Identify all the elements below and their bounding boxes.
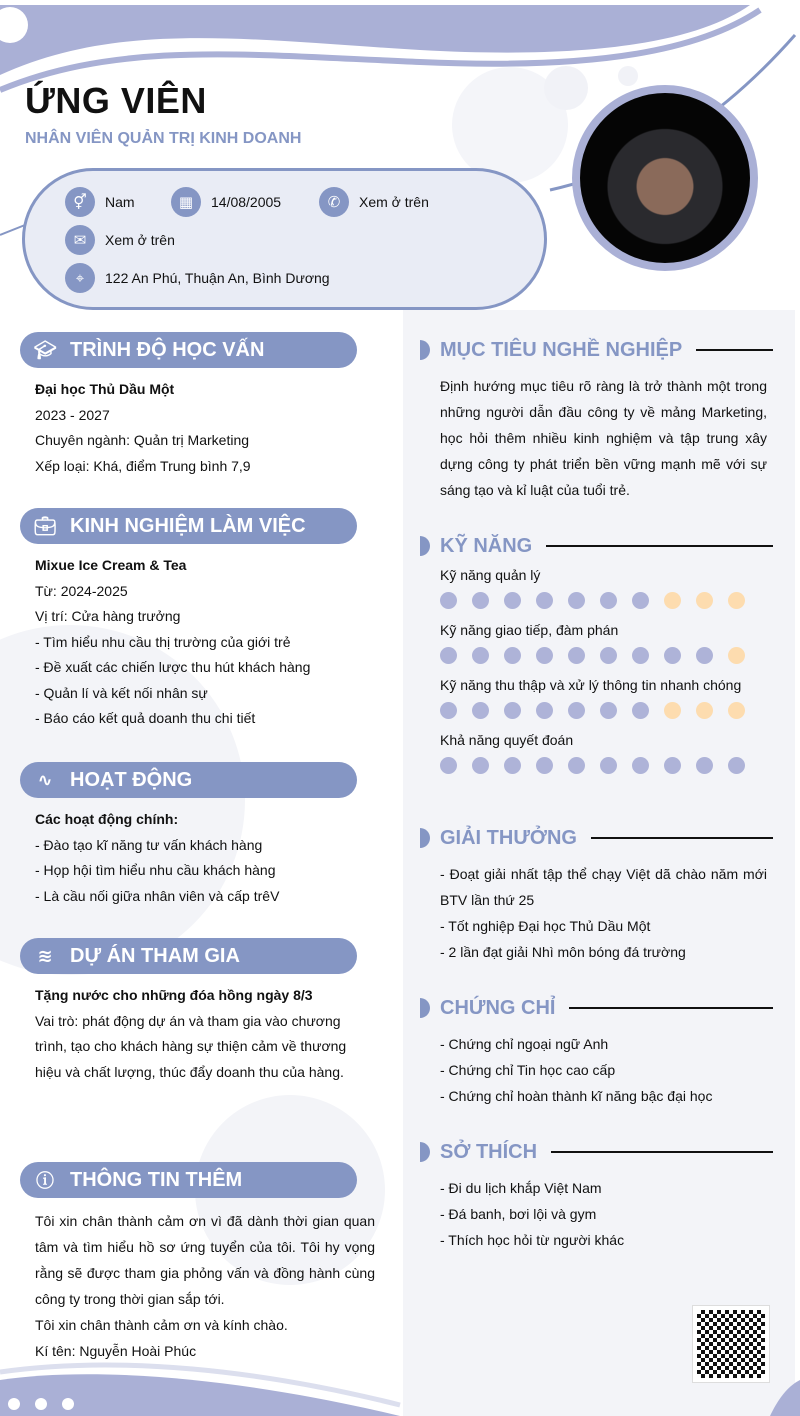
rating-dot-filled [472, 647, 489, 664]
rating-dot-filled [600, 592, 617, 609]
rating-dot-filled [472, 592, 489, 609]
section-header-certificates: CHỨNG CHỈ [420, 993, 773, 1023]
birth-date: 14/08/2005 [211, 194, 282, 210]
company: Mixue Ice Cream & Tea [35, 557, 187, 573]
objective-text: Định hướng mục tiêu rõ ràng là trở thành một trong những người dẫn đầu công ty về mảng Marketing, học hỏi thêm nhiều kinh nghiệm và tập trung xây dựng công ty phát triển bền vững mạnh mẽ với sự sáng tạo và kỉ luật của tuổi trẻ. [440, 378, 767, 498]
rating-dot-filled [568, 647, 585, 664]
info-icon: ⓘ [36, 1171, 54, 1191]
section-header-awards: GIẢI THƯỞNG [420, 823, 773, 853]
section-header-education: 🎓︎ TRÌNH ĐỘ HỌC VẤN [20, 332, 357, 368]
footer-dot [62, 1398, 74, 1410]
address: 122 An Phú, Thuận An, Bình Dương [105, 270, 330, 286]
rating-dot-filled [504, 647, 521, 664]
rating-dot-filled [504, 592, 521, 609]
skills-list [440, 564, 767, 784]
list-item: - Chứng chỉ hoàn thành kĩ năng bậc đại học [440, 1088, 713, 1104]
rating-dot-filled [536, 647, 553, 664]
list-item: - Đi du lịch khắp Việt Nam [440, 1180, 602, 1196]
contact-card [22, 168, 547, 310]
avatar-photo [572, 85, 758, 271]
rating-dot-filled [632, 702, 649, 719]
section-header-more-info: ⓘ THÔNG TIN THÊM [20, 1162, 357, 1198]
list-item: - Quản lí và kết nối nhân sự [35, 684, 208, 701]
rating-dot-filled [440, 592, 457, 609]
section-header-projects: ≋ DỰ ÁN THAM GIA [20, 938, 357, 974]
list-item: - Chứng chỉ ngoại ngữ Anh [440, 1036, 609, 1052]
graduation-cap-icon: 🎓︎ [33, 339, 57, 360]
rating-dot-filled [600, 647, 617, 664]
rating-dot-empty [696, 592, 713, 609]
rating-dot-empty [728, 592, 745, 609]
layers-icon: ≋ [37, 945, 53, 966]
rating-dot-filled [568, 702, 585, 719]
pulse-icon: ∿ [37, 769, 53, 790]
list-item: - Đoạt giải nhất tập thể chạy Việt dã chào năm mới BTV lần thứ 25 [440, 866, 767, 908]
briefcase-icon: 💼︎ [33, 515, 57, 536]
rating-dot-filled [536, 702, 553, 719]
qr-code [693, 1306, 769, 1382]
rating-dot-filled [600, 757, 617, 774]
rating-dot-filled [536, 757, 553, 774]
rating-dot-empty [696, 702, 713, 719]
section-header-experience: 💼︎ KINH NGHIỆM LÀM VIỆC [20, 508, 357, 544]
skill-item: Kỹ năng thu thập và xử lý thông tin nhanh chóng [440, 674, 767, 719]
gender: Nam [105, 194, 135, 210]
rating-dot-filled [440, 702, 457, 719]
section-header-hobbies: SỞ THÍCH [420, 1137, 773, 1167]
phone: Xem ở trên [359, 194, 429, 210]
rating-dot-filled [472, 702, 489, 719]
calendar-icon: ▦ [171, 187, 201, 217]
school: Đại học Thủ Dầu Một [35, 381, 175, 397]
rating-dot-filled [632, 592, 649, 609]
experience-content [35, 553, 375, 732]
section-header-skills: KỸ NĂNG [420, 531, 773, 561]
skill-rating [440, 702, 767, 719]
rating-dot-filled [632, 757, 649, 774]
rating-dot-filled [568, 757, 585, 774]
rating-dot-empty [664, 592, 681, 609]
certificates-list [440, 1031, 767, 1109]
rating-dot-filled [536, 592, 553, 609]
hobbies-list [440, 1175, 767, 1253]
grade: Xếp loại: Khá, điểm Trung bình 7,9 [35, 457, 251, 474]
rating-dot-filled [600, 702, 617, 719]
rating-dot-filled [728, 757, 745, 774]
rating-dot-empty [664, 702, 681, 719]
rating-dot-filled [632, 647, 649, 664]
project-description: Vai trò: phát động dự án và tham gia vào chương trình, tạo cho khách hàng sự thiện cảm về thương hiệu và chất lượng, thúc đẩy doanh thu của hàng. [35, 1012, 347, 1080]
list-item: - Đề xuất các chiến lược thu hút khách hàng [35, 659, 311, 675]
skill-item: Kỹ năng quản lý [440, 564, 767, 609]
period: Từ: 2024-2025 [35, 582, 128, 599]
half-circle-icon [420, 340, 430, 360]
awards-list [440, 861, 767, 965]
half-circle-icon [420, 536, 430, 556]
job-title: NHÂN VIÊN QUẢN TRỊ KINH DOANH [25, 130, 302, 147]
activities-content [35, 807, 375, 909]
rating-dot-empty [728, 702, 745, 719]
rating-dot-filled [568, 592, 585, 609]
half-circle-icon [420, 828, 430, 848]
section-header-objective: MỤC TIÊU NGHỀ NGHIỆP [420, 335, 773, 365]
list-item: - Là cầu nối giữa nhân viên và cấp trêV [35, 887, 280, 904]
rating-dot-filled [504, 702, 521, 719]
years: 2023 - 2027 [35, 406, 110, 423]
email: Xem ở trên [105, 232, 175, 248]
major: Chuyên ngành: Quản trị Marketing [35, 432, 250, 448]
list-item: - Thích học hỏi từ người khác [440, 1232, 625, 1248]
rating-dot-filled [440, 647, 457, 664]
list-item: - Họp hội tìm hiểu nhu cầu khách hàng [35, 862, 276, 878]
rating-dot-filled [472, 757, 489, 774]
list-item: - Đá banh, bơi lội và gym [440, 1206, 597, 1222]
project-name: Tặng nước cho những đóa hồng ngày 8/3 [35, 987, 313, 1003]
skill-item: Kỹ năng giao tiếp, đàm phán [440, 619, 767, 664]
skill-rating [440, 647, 767, 664]
closing: Tôi xin chân thành cảm ơn và kính chào. [35, 1317, 288, 1333]
projects-content [35, 983, 375, 1085]
list-item: - 2 lần đạt giải Nhì môn bóng đá trường [440, 944, 686, 960]
education-content [35, 377, 375, 479]
list-item: - Tốt nghiệp Đại học Thủ Dầu Một [440, 918, 651, 934]
location-icon: ⌖ [65, 263, 95, 293]
half-circle-icon [420, 998, 430, 1018]
position: Vị trí: Cửa hàng trưởng [35, 608, 181, 624]
list-item: - Đào tạo kĩ năng tư vấn khách hàng [35, 836, 263, 853]
rating-dot-filled [504, 757, 521, 774]
list-item: - Chứng chỉ Tin học cao cấp [440, 1062, 616, 1078]
more-info-content [35, 1208, 375, 1364]
footer-dot [8, 1398, 20, 1410]
rating-dot-filled [696, 647, 713, 664]
half-circle-icon [420, 1142, 430, 1162]
rating-dot-filled [664, 757, 681, 774]
gender-icon: ⚥ [65, 187, 95, 217]
skill-item: Khả năng quyết đoán [440, 729, 767, 774]
section-header-activities: ∿ HOẠT ĐỘNG [20, 762, 357, 798]
list-item: - Tìm hiểu nhu cầu thị trường của giới trẻ [35, 633, 291, 650]
footer-dot [35, 1398, 47, 1410]
rating-dot-filled [696, 757, 713, 774]
skill-rating [440, 592, 767, 609]
rating-dot-empty [728, 647, 745, 664]
candidate-name: ỨNG VIÊN [25, 80, 207, 121]
signature: Kí tên: Nguyễn Hoài Phúc [35, 1343, 197, 1359]
skill-rating [440, 757, 767, 774]
rating-dot-filled [664, 647, 681, 664]
activities-heading: Các hoạt động chính: [35, 811, 179, 827]
phone-icon: ✆ [319, 187, 349, 217]
email-icon: ✉ [65, 225, 95, 255]
rating-dot-filled [440, 757, 457, 774]
more-info-paragraph: Tôi xin chân thành cảm ơn vì đã dành thời gian quan tâm và tìm hiểu hồ sơ ứng tuyển của tôi. Tôi hy vọng rằng sẽ được tham gia phỏng vấn và đồng hành cùng công ty trong thời gian sắp tới. [35, 1213, 375, 1307]
list-item: - Báo cáo kết quả doanh thu chi tiết [35, 710, 256, 726]
